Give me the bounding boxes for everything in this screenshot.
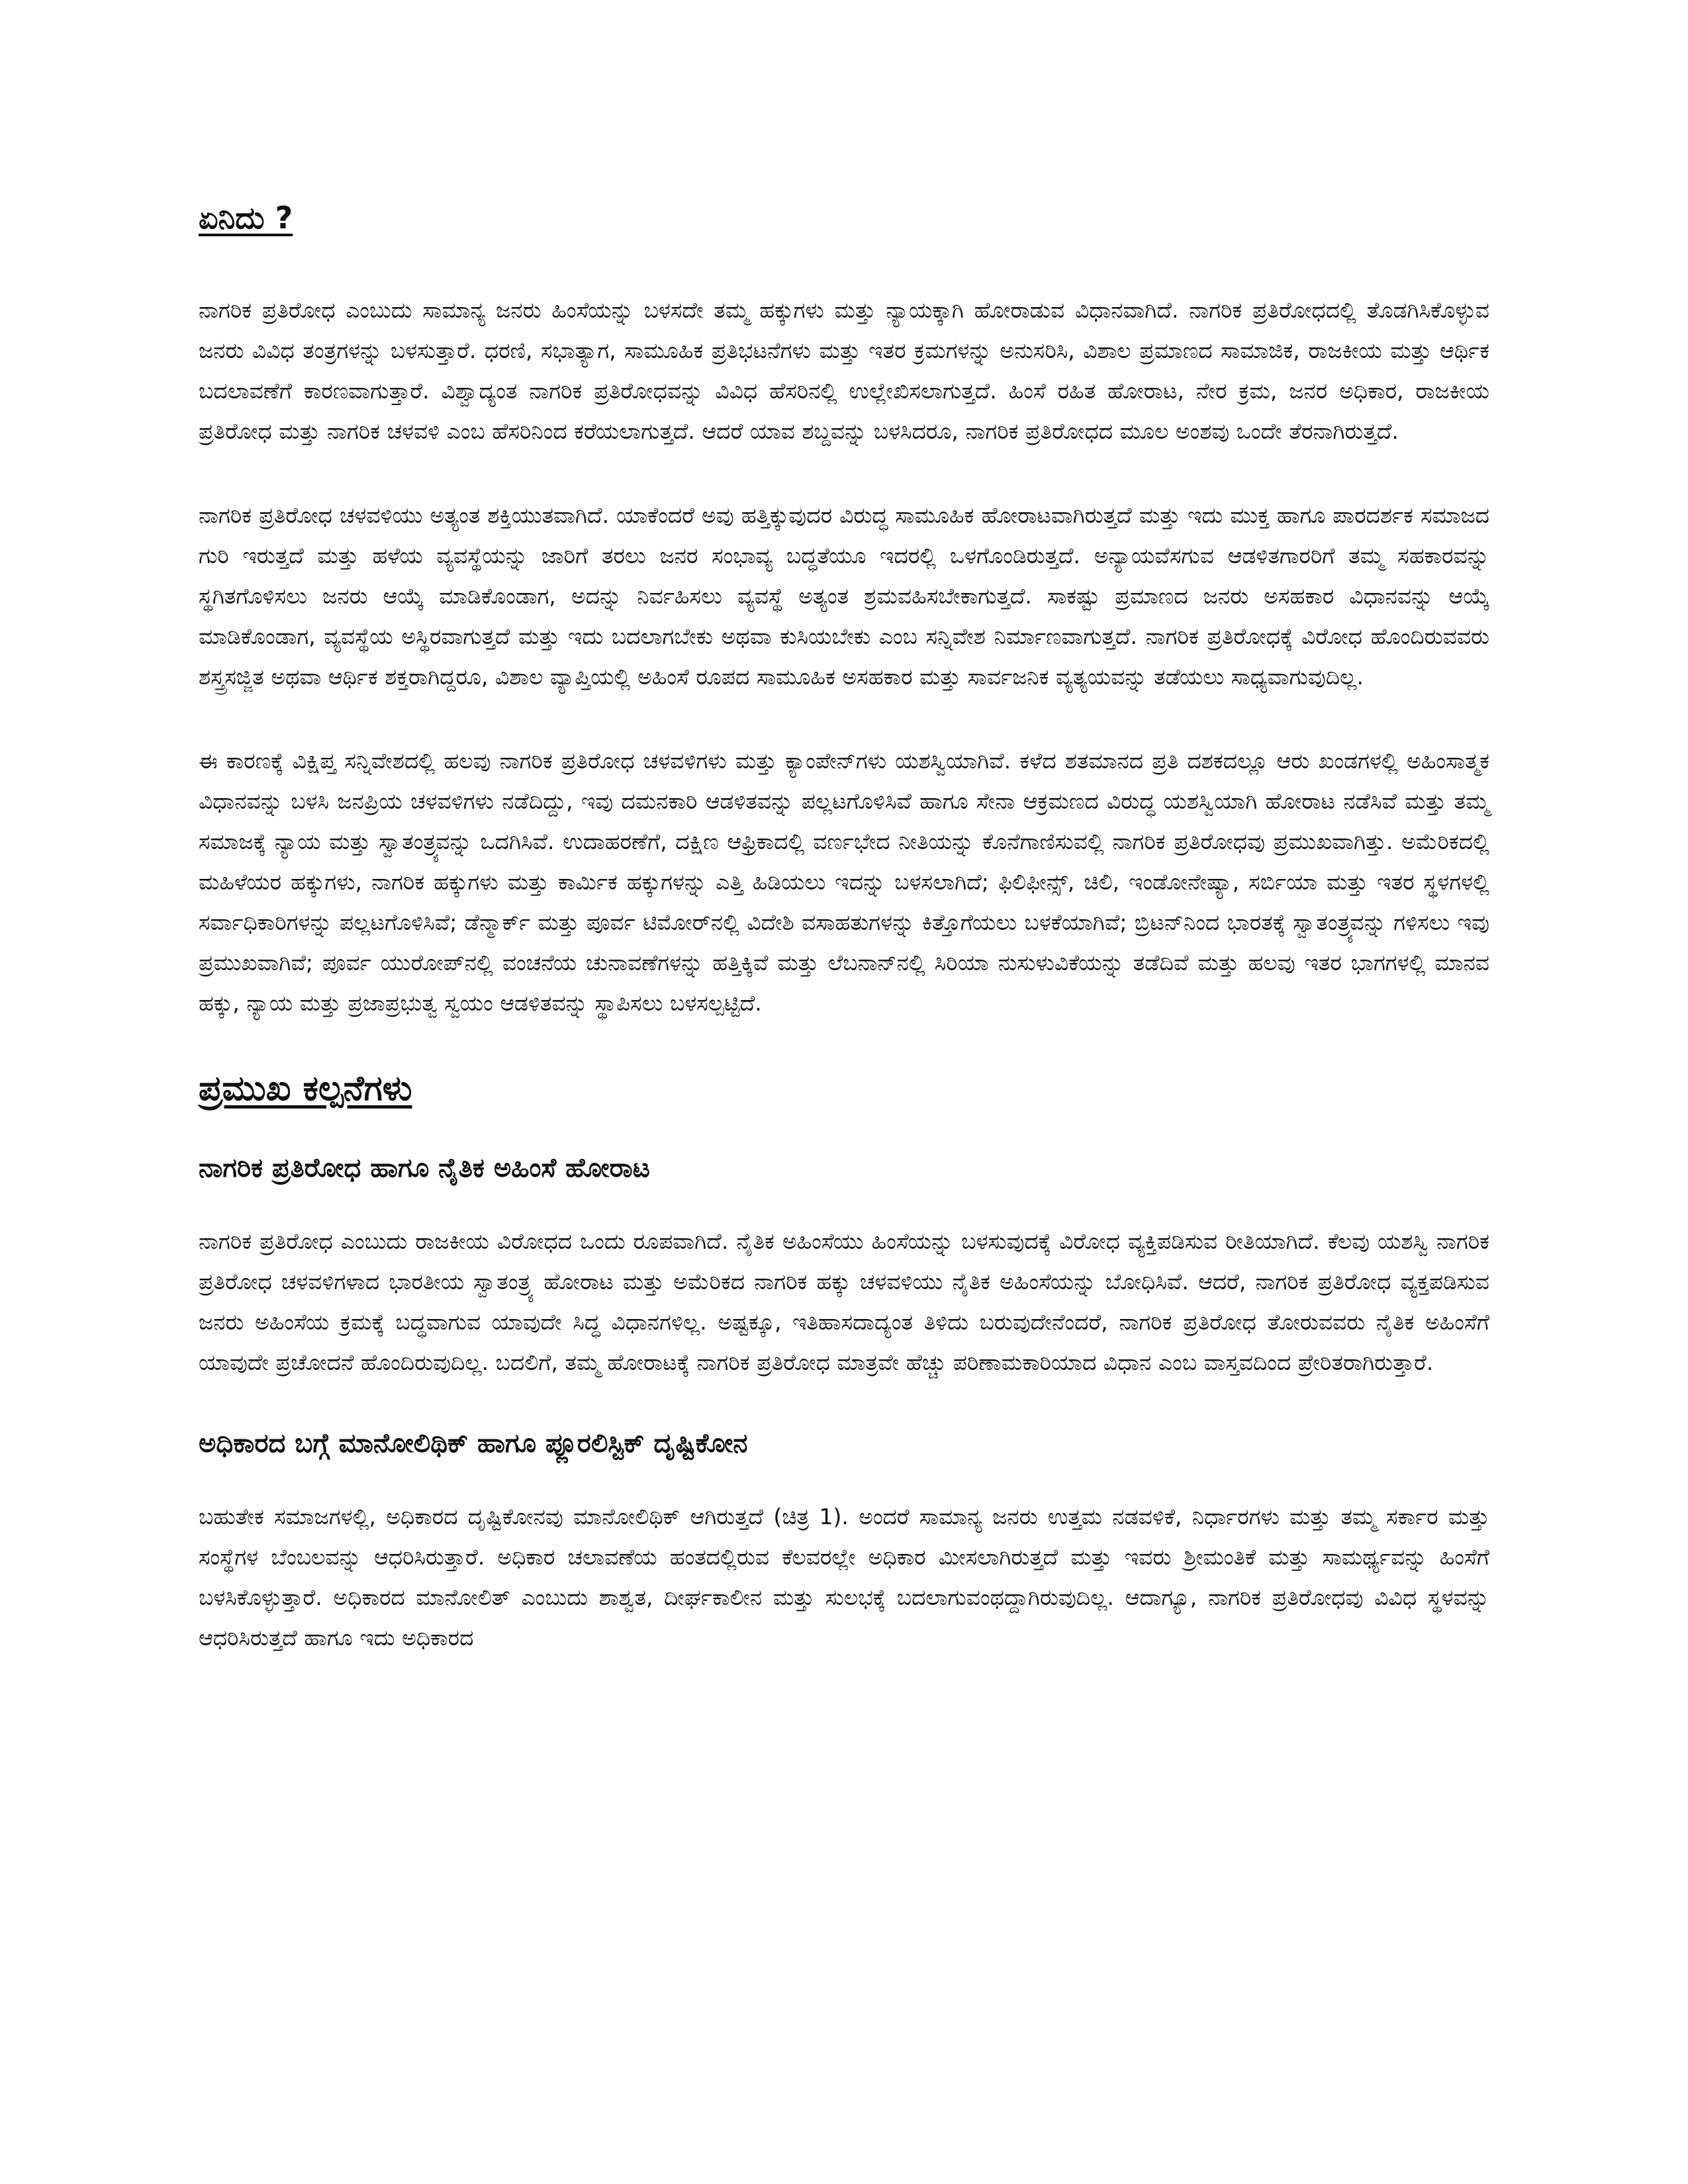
document-page — [199, 199, 1489, 1702]
subsection-paragraph: ಬಹುತೇಕ ಸಮಾಜಗಳಲ್ಲಿ, ಅಧಿಕಾರದ ದೃಷ್ಟಿಕೋನವು ಮಾನೋಲಿಥಿಕ್ ಆಗಿರುತ್ತದೆ (ಚಿತ್ರ 1). ಅಂದರೆ ಸಾಮಾನ್ಯ ಜನರು ಉತ್ತಮ ನಡವಳಿಕೆ, ನಿರ್ಧಾರಗಳು ಮತ್ತು ತಮ್ಮ ಸರ್ಕಾರ ಮತ್ತು ಸಂಸ್ಥೆಗಳ ಬೆಂಬಲವನ್ನು ಆಧರಿಸಿರುತ್ತಾರೆ. ಅಧಿಕಾರ ಚಲಾವಣೆಯ ಹಂತದಲ್ಲಿರುವ ಕೆಲವರಲ್ಲೇ ಅಧಿಕಾರ ಮೀಸಲಾಗಿರುತ್ತದೆ ಮತ್ತು ಇವರು ಶ್ರೀಮಂತಿಕೆ ಮತ್ತು ಸಾಮರ್ಥ್ಯವನ್ನು ಹಿಂಸೆಗೆ ಬಳಸಿಕೊಳ್ಳುತ್ತಾರೆ. ಅಧಿಕಾರದ ಮಾನೋಲಿತ್ ಎಂಬುದು ಶಾಶ್ವತ, ದೀರ್ಘಕಾಲೀನ ಮತ್ತು ಸುಲಭಕ್ಕೆ ಬದಲಾಗುವಂಥದ್ದಾಗಿರುವುದಿಲ್ಲ. ಆದಾಗ್ಯೂ, ನಾಗರಿಕ ಪ್ರತಿರೋಧವು ವಿವಿಧ ಸ್ಥಳವನ್ನು ಆಧರಿಸಿರುತ್ತದೆ ಹಾಗೂ ಇದು ಅಧಿಕಾರದ — [199, 1504, 1489, 1651]
intro-paragraph: ನಾಗರಿಕ ಪ್ರತಿರೋಧ ಎಂಬುದು ಸಾಮಾನ್ಯ ಜನರು ಹಿಂಸೆಯನ್ನು ಬಳಸದೇ ತಮ್ಮ ಹಕ್ಕುಗಳು ಮತ್ತು ನ್ಯಾಯಕ್ಕಾಗಿ ಹೋರಾಡುವ ವಿಧಾನವಾಗಿದೆ. ನಾಗರಿಕ ಪ್ರತಿರೋಧದಲ್ಲಿ ತೊಡಗಿಸಿಕೊಳ್ಳುವ ಜನರು ವಿವಿಧ ತಂತ್ರಗಳನ್ನು ಬಳಸುತ್ತಾರೆ. ಧರಣಿ, ಸಭಾತ್ಯಾಗ, ಸಾಮೂಹಿಕ ಪ್ರತಿಭಟನೆಗಳು ಮತ್ತು ಇತರ ಕ್ರಮಗಳನ್ನು ಅನುಸರಿಸಿ, ವಿಶಾಲ ಪ್ರಮಾಣದ ಸಾಮಾಜಿಕ, ರಾಜಕೀಯ ಮತ್ತು ಆರ್ಥಿಕ ಬದಲಾವಣೆಗೆ ಕಾರಣವಾಗುತ್ತಾರೆ. ವಿಶ್ವಾದ್ಯಂತ ನಾಗರಿಕ ಪ್ರತಿರೋಧವನ್ನು ವಿವಿಧ ಹೆಸರಿನಲ್ಲಿ ಉಲ್ಲೇಖಿಸಲಾಗುತ್ತದೆ. ಹಿಂಸೆ ರಹಿತ ಹೋರಾಟ, ನೇರ ಕ್ರಮ, ಜನರ ಅಧಿಕಾರ, ರಾಜಕೀಯ ಪ್ರತಿರೋಧ ಮತ್ತು ನಾಗರಿಕ ಚಳವಳಿ ಎಂಬ ಹೆಸರಿನಿಂದ ಕರೆಯಲಾಗುತ್ತದೆ. ಆದರೆ ಯಾವ ಶಬ್ದವನ್ನು ಬಳಸಿದರೂ, ನಾಗರಿಕ ಪ್ರತಿರೋಧದ ಮೂಲ ಅಂಶವು ಒಂದೇ ತೆರನಾಗಿರುತ್ತದೆ. — [199, 296, 1489, 444]
intro-paragraph: ನಾಗರಿಕ ಪ್ರತಿರೋಧ ಚಳವಳಿಯು ಅತ್ಯಂತ ಶಕ್ತಿಯುತವಾಗಿದೆ. ಯಾಕೆಂದರೆ ಅವು ಹತ್ತಿಕ್ಕುವುದರ ವಿರುದ್ಧ ಸಾಮೂಹಿಕ ಹೋರಾಟವಾಗಿರುತ್ತದೆ ಮತ್ತು ಇದು ಮುಕ್ತ ಹಾಗೂ ಪಾರದರ್ಶಕ ಸಮಾಜದ ಗುರಿ ಇರುತ್ತದೆ ಮತ್ತು ಹಳೆಯ ವ್ಯವಸ್ಥೆಯನ್ನು ಜಾರಿಗೆ ತರಲು ಜನರ ಸಂಭಾವ್ಯ ಬದ್ಧತೆಯೂ ಇದರಲ್ಲಿ ಒಳಗೊಂಡಿರುತ್ತದೆ. ಅನ್ಯಾಯವೆಸಗುವ ಆಡಳಿತಗಾರರಿಗೆ ತಮ್ಮ ಸಹಕಾರವನ್ನು ಸ್ಥಗಿತಗೊಳಿಸಲು ಜನರು ಆಯ್ಕೆ ಮಾಡಿಕೊಂಡಾಗ, ಅದನ್ನು ನಿರ್ವಹಿಸಲು ವ್ಯವಸ್ಥೆ ಅತ್ಯಂತ ಶ್ರಮವಹಿಸಬೇಕಾಗುತ್ತದೆ. ಸಾಕಷ್ಟು ಪ್ರಮಾಣದ ಜನರು ಅಸಹಕಾರ ವಿಧಾನವನ್ನು ಆಯ್ಕೆ ಮಾಡಿಕೊಂಡಾಗ, ವ್ಯವಸ್ಥೆಯ ಅಸ್ಥಿರವಾಗುತ್ತದೆ ಮತ್ತು ಇದು ಬದಲಾಗಬೇಕು ಅಥವಾ ಕುಸಿಯಬೇಕು ಎಂಬ ಸನ್ನಿವೇಶ ನಿರ್ಮಾಣವಾಗುತ್ತದೆ. ನಾಗರಿಕ ಪ್ರತಿರೋಧಕ್ಕೆ ವಿರೋಧ ಹೊಂದಿರುವವರು ಶಸ್ತ್ರಸಜ್ಜಿತ ಅಥವಾ ಆರ್ಥಿಕ ಶಕ್ತರಾಗಿದ್ದರೂ, ವಿಶಾಲ ವ್ಯಾಪ್ತಿಯಲ್ಲಿ ಅಹಿಂಸೆ ರೂಪದ ಸಾಮೂಹಿಕ ಅಸಹಕಾರ ಮತ್ತು ಸಾರ್ವಜನಿಕ ವ್ಯತ್ಯಯವನ್ನು ತಡೆಯಲು ಸಾಧ್ಯವಾಗುವುದಿಲ್ಲ. — [199, 502, 1489, 690]
page-title: ಏನಿದು ? — [199, 200, 293, 236]
section-heading: ಪ್ರಮುಖ ಕಲ್ಪನೆಗಳು — [199, 1068, 412, 1109]
subsection-heading: ಅಧಿಕಾರದ ಬಗ್ಗೆ ಮಾನೋಲಿಥಿಕ್ ಹಾಗೂ ಪ್ಲೂರಲಿಸ್ಟಿಕ್ ದೃಷ್ಟಿಕೋನ — [199, 1428, 748, 1459]
subsection-heading: ನಾಗರಿಕ ಪ್ರತಿರೋಧ ಹಾಗೂ ನೈತಿಕ ಅಹಿಂಸೆ ಹೋರಾಟ — [199, 1153, 650, 1184]
intro-paragraph: ಈ ಕಾರಣಕ್ಕೆ ವಿಕ್ಷಿಪ್ತ ಸನ್ನಿವೇಶದಲ್ಲಿ ಹಲವು ನಾಗರಿಕ ಪ್ರತಿರೋಧ ಚಳವಳಿಗಳು ಮತ್ತು ಕ್ಯಾಂಪೇನ್‌ಗಳು ಯಶಸ್ವಿಯಾಗಿವೆ. ಕಳೆದ ಶತಮಾನದ ಪ್ರತಿ ದಶಕದಲ್ಲೂ ಆರು ಖಂಡಗಳಲ್ಲಿ ಅಹಿಂಸಾತ್ಮಕ ವಿಧಾನವನ್ನು ಬಳಸಿ ಜನಪ್ರಿಯ ಚಳವಳಿಗಳು ನಡೆದಿದ್ದು, ಇವು ದಮನಕಾರಿ ಆಡಳಿತವನ್ನು ಪಲ್ಲಟಗೊಳಿಸಿವೆ ಹಾಗೂ ಸೇನಾ ಆಕ್ರಮಣದ ವಿರುದ್ಧ ಯಶಸ್ವಿಯಾಗಿ ಹೋರಾಟ ನಡೆಸಿವೆ ಮತ್ತು ತಮ್ಮ ಸಮಾಜಕ್ಕೆ ನ್ಯಾಯ ಮತ್ತು ಸ್ವಾತಂತ್ರ್ಯವನ್ನು ಒದಗಿಸಿವೆ. ಉದಾಹರಣೆಗೆ, ದಕ್ಷಿಣ ಆಫ್ರಿಕಾದಲ್ಲಿ ವರ್ಣಭೇದ ನೀತಿಯನ್ನು ಕೊನೆಗಾಣಿಸುವಲ್ಲಿ ನಾಗರಿಕ ಪ್ರತಿರೋಧವು ಪ್ರಮುಖವಾಗಿತ್ತು. ಅಮೆರಿಕದಲ್ಲಿ ಮಹಿಳೆಯರ ಹಕ್ಕುಗಳು, ನಾಗರಿಕ ಹಕ್ಕುಗಳು ಮತ್ತು ಕಾರ್ಮಿಕ ಹಕ್ಕುಗಳನ್ನು ಎತ್ತಿ ಹಿಡಿಯಲು ಇದನ್ನು ಬಳಸಲಾಗಿದೆ; ಫಿಲಿಫೀನ್ಸ್, ಚಿಲಿ, ಇಂಡೋನೇಷ್ಯಾ, ಸರ್ಬಿಯಾ ಮತ್ತು ಇತರ ಸ್ಥಳಗಳಲ್ಲಿ ಸರ್ವಾಧಿಕಾರಿಗಳನ್ನು ಪಲ್ಲಟಗೊಳಿಸಿವೆ; ಡೆನ್ಮಾರ್ಕ್ ಮತ್ತು ಪೂರ್ವ ಟಿಮೋರ್‌ನಲ್ಲಿ ವಿದೇಶಿ ವಸಾಹತುಗಳನ್ನು ಕಿತ್ತೊಗೆಯಲು ಬಳಕೆಯಾಗಿವೆ; ಬ್ರಿಟನ್‌ನಿಂದ ಭಾರತಕ್ಕೆ ಸ್ವಾತಂತ್ರ್ಯವನ್ನು ಗಳಿಸಲು ಇವು ಪ್ರಮುಖವಾಗಿವೆ; ಪೂರ್ವ ಯುರೋಪ್‌ನಲ್ಲಿ ವಂಚನೆಯ ಚುನಾವಣೆಗಳನ್ನು ಹತ್ತಿಕ್ಕಿವೆ ಮತ್ತು ಲೆಬನಾನ್‌ನಲ್ಲಿ ಸಿರಿಯಾ ನುಸುಳುವಿಕೆಯನ್ನು ತಡೆದಿವೆ ಮತ್ತು ಹಲವು ಇತರ ಭಾಗಗಳಲ್ಲಿ ಮಾನವ ಹಕ್ಕು, ನ್ಯಾಯ ಮತ್ತು ಪ್ರಜಾಪ್ರಭುತ್ವ ಸ್ವಯಂ ಆಡಳಿತವನ್ನು ಸ್ಥಾಪಿಸಲು ಬಳಸಲ್ಪಟ್ಟಿದೆ. — [199, 747, 1489, 1016]
subsection-paragraph: ನಾಗರಿಕ ಪ್ರತಿರೋಧ ಎಂಬುದು ರಾಜಕೀಯ ವಿರೋಧದ ಒಂದು ರೂಪವಾಗಿದೆ. ನೈತಿಕ ಅಹಿಂಸೆಯು ಹಿಂಸೆಯನ್ನು ಬಳಸುವುದಕ್ಕೆ ವಿರೋಧ ವ್ಯಕ್ತಿಪಡಿಸುವ ರೀತಿಯಾಗಿದೆ. ಕೆಲವು ಯಶಸ್ವಿ ನಾಗರಿಕ ಪ್ರತಿರೋಧ ಚಳವಳಿಗಳಾದ ಭಾರತೀಯ ಸ್ವಾತಂತ್ರ್ಯ ಹೋರಾಟ ಮತ್ತು ಅಮೆರಿಕದ ನಾಗರಿಕ ಹಕ್ಕು ಚಳವಳಿಯು ನೈತಿಕ ಅಹಿಂಸೆಯನ್ನು ಬೋಧಿಸಿವೆ. ಆದರೆ, ನಾಗರಿಕ ಪ್ರತಿರೋಧ ವ್ಯಕ್ತಪಡಿಸುವ ಜನರು ಅಹಿಂಸೆಯ ಕ್ರಮಕ್ಕೆ ಬದ್ಧವಾಗುವ ಯಾವುದೇ ಸಿದ್ಧ ವಿಧಾನಗಳಿಲ್ಲ. ಅಷ್ಟಕ್ಕೂ, ಇತಿಹಾಸದಾದ್ಯಂತ ತಿಳಿದು ಬರುವುದೇನೆಂದರೆ, ನಾಗರಿಕ ಪ್ರತಿರೋಧ ತೋರುವವರು ನೈತಿಕ ಅಹಿಂಸೆಗೆ ಯಾವುದೇ ಪ್ರಚೋದನೆ ಹೊಂದಿರುವುದಿಲ್ಲ. ಬದಲಿಗೆ, ತಮ್ಮ ಹೋರಾಟಕ್ಕೆ ನಾಗರಿಕ ಪ್ರತಿರೋಧ ಮಾತ್ರವೇ ಹೆಚ್ಚು ಪರಿಣಾಮಕಾರಿಯಾದ ವಿಧಾನ ಎಂಬ ವಾಸ್ತವದಿಂದ ಪ್ರೇರಿತರಾಗಿರುತ್ತಾರೆ. — [199, 1228, 1489, 1376]
